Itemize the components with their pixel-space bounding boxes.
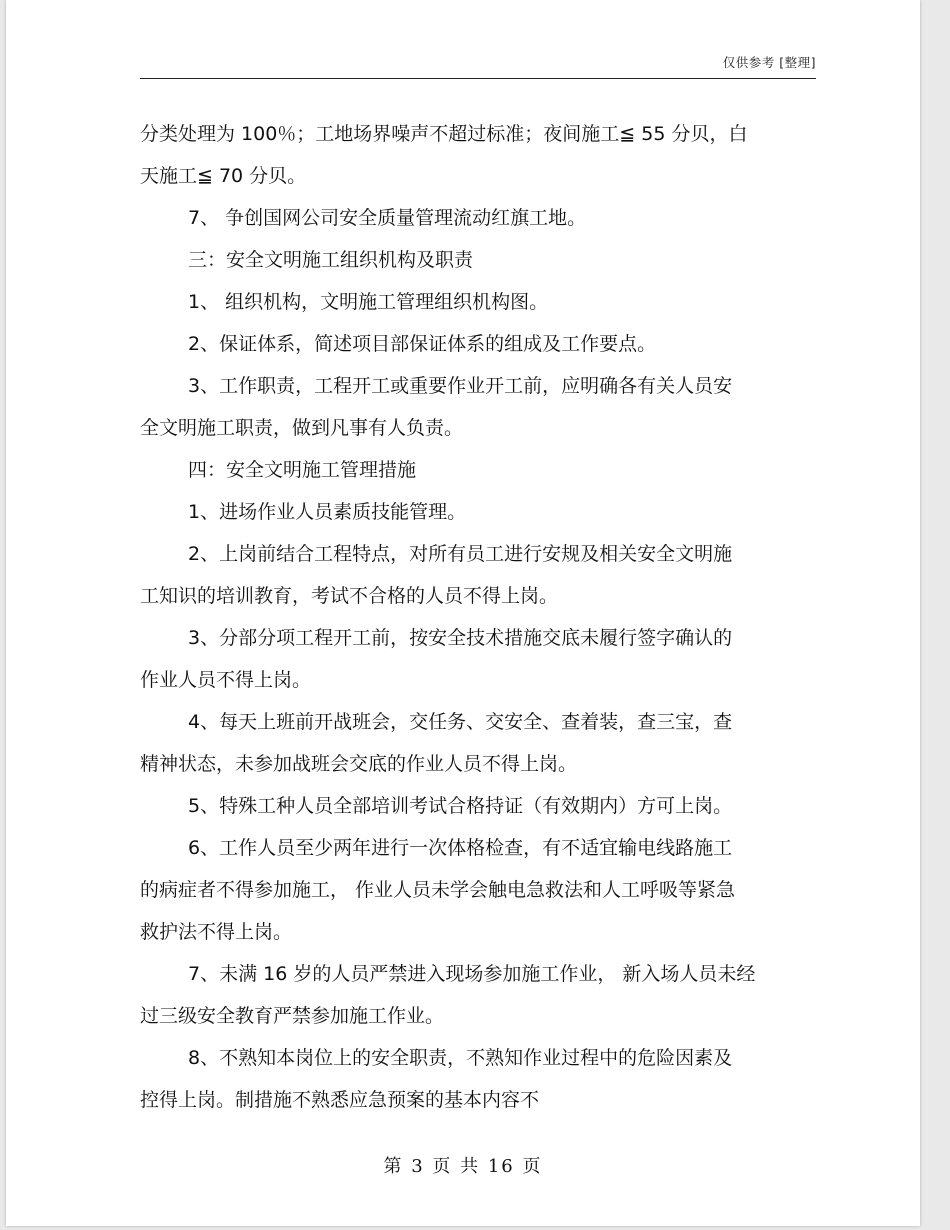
text-line: 6、工作人员至少两年进行一次体格检查，有不适宜输电线路施工 — [188, 837, 733, 859]
text-line: 5、特殊工种人员全部培训考试合格持证（有效期内）方可上岗。 — [188, 795, 733, 817]
text-line: 精神状态，未参加战班会交底的作业人员不得上岗。 — [140, 753, 578, 775]
text-line: 工知识的培训教育，考试不合格的人员不得上岗。 — [140, 585, 559, 607]
text-line: 3、工作职责，工程开工或重要作业开工前，应明确各有关人员安 — [188, 375, 733, 397]
header-label: 仅供参考 [整理] — [722, 55, 816, 70]
text-line: 分类处理为 100％；工地场界噪声不超过标准；夜间施工≦ 55 分贝，白 — [140, 123, 748, 145]
text-line: 天施工≦ 70 分贝。 — [140, 165, 307, 187]
text-line: 控得上岗。制措施不熟悉应急预案的基本内容不 — [140, 1089, 540, 1111]
text-line: 2、上岗前结合工程特点，对所有员工进行安规及相关安全文明施 — [188, 543, 733, 565]
document-page — [6, 0, 920, 1226]
text-line: 3、分部分项工程开工前，按安全技术措施交底未履行签字确认的 — [188, 627, 733, 649]
text-line: 三：安全文明施工组织机构及职责 — [188, 249, 474, 271]
text-line: 2、保证体系，简述项目部保证体系的组成及工作要点。 — [188, 333, 657, 355]
text-line: 过三级安全教育严禁参加施工作业。 — [140, 1005, 445, 1027]
text-line: 作业人员不得上岗。 — [140, 669, 312, 691]
text-line: 1、进场作业人员素质技能管理。 — [188, 501, 467, 523]
text-line: 7、 争创国网公司安全质量管理流动红旗工地。 — [188, 207, 587, 229]
page-header — [140, 0, 816, 79]
document-body — [140, 113, 816, 1121]
text-line: 1、 组织机构，文明施工管理组织机构图。 — [188, 291, 549, 313]
text-line: 全文明施工职责，做到凡事有人负责。 — [140, 417, 464, 439]
text-line: 四：安全文明施工管理措施 — [188, 459, 417, 481]
text-line: 救护法不得上岗。 — [140, 921, 293, 943]
text-line: 7、未满 16 岁的人员严禁进入现场参加施工作业， 新入场人员未经 — [188, 963, 756, 985]
text-line: 8、不熟知本岗位上的安全职责，不熟知作业过程中的危险因素及 — [188, 1047, 733, 1069]
page-footer: 第 3 页 共 16 页 — [383, 1156, 543, 1177]
text-line: 4、每天上班前开战班会，交任务、交安全、查着装，查三宝，查 — [188, 711, 733, 733]
text-line: 的病症者不得参加施工， 作业人员未学会触电急救法和人工呼吸等紧急 — [140, 879, 736, 901]
